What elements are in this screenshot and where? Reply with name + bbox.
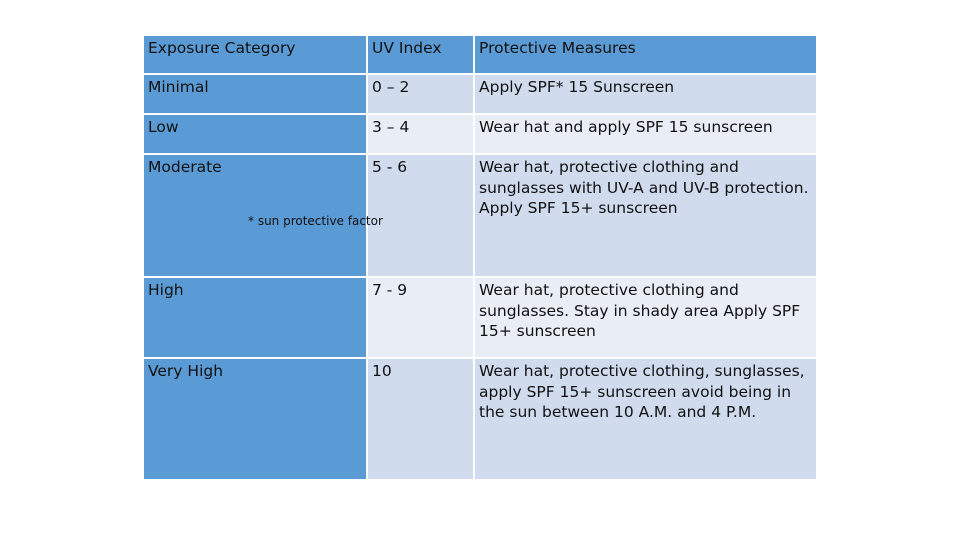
- uv-index-cell: 5 - 6: [368, 155, 475, 278]
- measures-cell: Wear hat, protective clothing and sunglasses. Stay in shady area Apply SPF 15+ sunscreen: [475, 278, 816, 359]
- category-cell: Low: [144, 115, 368, 155]
- uv-index-cell: 0 – 2: [368, 75, 475, 115]
- category-cell: Moderate: [144, 155, 368, 278]
- category-cell: Very High: [144, 359, 368, 481]
- measures-cell: Apply SPF* 15 Sunscreen: [475, 75, 816, 115]
- uv-index-cell: 3 – 4: [368, 115, 475, 155]
- table-row: [144, 115, 816, 155]
- header-exposure-category: Exposure Category: [144, 36, 368, 75]
- table-row: [144, 278, 816, 359]
- table-row: [144, 75, 816, 115]
- uv-exposure-table: [144, 36, 816, 481]
- measures-cell: Wear hat, protective clothing, sunglasses, apply SPF 15+ sunscreen avoid being in the sun between 10 A.M. and 4 P.M.: [475, 359, 816, 481]
- table-row: [144, 155, 816, 278]
- category-cell: High: [144, 278, 368, 359]
- header-uv-index: UV Index: [368, 36, 475, 75]
- header-protective-measures: Protective Measures: [475, 36, 816, 75]
- measures-cell: Wear hat and apply SPF 15 sunscreen: [475, 115, 816, 155]
- footnote: * sun protective factor: [248, 214, 383, 228]
- measures-cell: Wear hat, protective clothing and sunglasses with UV-A and UV-B protection. Apply SPF 15+ sunscreen: [475, 155, 816, 278]
- table-header-row: [144, 36, 816, 75]
- category-cell: Minimal: [144, 75, 368, 115]
- uv-index-cell: 10: [368, 359, 475, 481]
- uv-index-cell: 7 - 9: [368, 278, 475, 359]
- table-row: [144, 359, 816, 481]
